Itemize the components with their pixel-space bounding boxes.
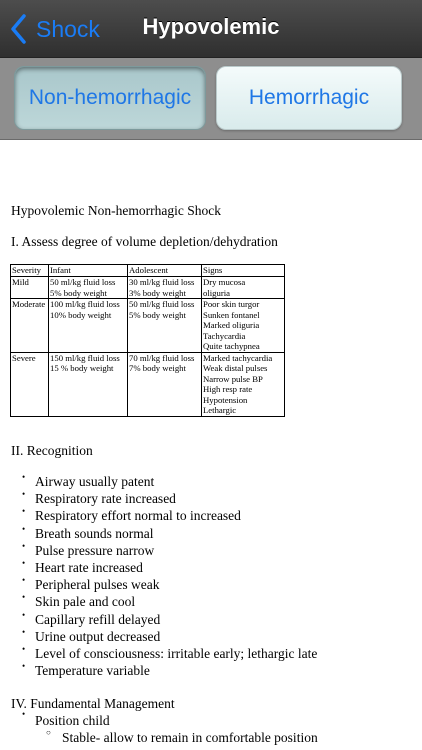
table-header-cell: Severity <box>11 265 49 277</box>
segment-non-hemorrhagic[interactable]: Non-hemorrhagic <box>14 66 206 130</box>
list-item: • Breath sounds normal <box>22 525 317 542</box>
severity-table <box>10 264 285 417</box>
back-button-label: Shock <box>36 15 100 42</box>
table-cell-signs <box>202 277 285 299</box>
cell-line: 150 ml/kg fluid loss <box>50 352 120 363</box>
segment-bar <box>0 58 422 140</box>
cell-line: 5% body weight <box>50 287 107 298</box>
list-item: • Position child <box>22 713 110 729</box>
recognition-list <box>22 473 317 679</box>
navigation-bar <box>0 0 422 58</box>
list-item: • Peripheral pulses weak <box>22 576 317 593</box>
list-item: • Pulse pressure narrow <box>22 542 317 559</box>
table-header-cell: Infant <box>49 265 128 277</box>
cell-line: 50 ml/kg fluid loss <box>129 299 195 309</box>
table-cell-infant <box>49 277 128 299</box>
table-header-cell: Adolescent <box>128 265 202 277</box>
table-header-row <box>11 265 285 277</box>
cell-line: 50 ml/kg fluid loss <box>50 277 116 287</box>
list-item: • Capillary refill delayed <box>22 611 317 628</box>
table-header-cell: Signs <box>202 265 285 277</box>
list-item: • Heart rate increased <box>22 559 317 576</box>
cell-line: 30 ml/kg fluid loss <box>129 277 195 287</box>
section-heading-assess: I. Assess degree of volume depletion/dehydration <box>11 234 278 249</box>
list-item: • Respiratory rate increased <box>22 490 317 507</box>
cell-line: Lethargic <box>203 405 237 415</box>
cell-line: 70 ml/kg fluid loss <box>129 352 195 363</box>
table-cell-severity: Mild <box>11 277 49 299</box>
cell-line: Dry mucosa <box>203 277 246 287</box>
cell-line: 7% body weight <box>129 363 186 373</box>
table-row <box>11 299 285 353</box>
segment-hemorrhagic[interactable]: Hemorrhagic <box>216 66 402 130</box>
cell-line: Tachycardia <box>203 330 246 341</box>
table-cell-severity: Moderate <box>11 299 49 353</box>
list-item: • Temperature variable <box>22 662 317 679</box>
cell-line: 15 % body weight <box>50 363 114 373</box>
cell-line: Marked tachycardia <box>203 352 273 363</box>
section-heading-management: IV. Fundamental Management <box>11 696 175 711</box>
table-cell-adolescent <box>128 299 202 353</box>
table-row <box>11 277 285 299</box>
list-item: • Respiratory effort normal to increased <box>22 507 317 524</box>
page-title: Hypovolemic <box>142 14 280 39</box>
cell-line: 3% body weight <box>129 287 186 298</box>
table-row <box>11 352 285 416</box>
cell-line: High resp rate <box>203 384 253 394</box>
cell-line: Narrow pulse BP <box>203 373 263 384</box>
list-subitem: ○ Stable- allow to remain in comfortable position <box>46 730 318 746</box>
table-cell-infant <box>49 299 128 353</box>
cell-line: 5% body weight <box>129 309 186 320</box>
cell-line: Sunken fontanel <box>203 309 260 320</box>
list-item: • Urine output decreased <box>22 628 317 645</box>
table-cell-infant <box>49 352 128 416</box>
table-cell-adolescent <box>128 277 202 299</box>
list-item: • Skin pale and cool <box>22 593 317 610</box>
list-item: • Level of consciousness: irritable early; lethargic late <box>22 645 317 662</box>
table-cell-adolescent <box>128 352 202 416</box>
cell-line: 100 ml/kg fluid loss <box>50 299 120 309</box>
cell-line: 10% body weight <box>50 309 112 320</box>
cell-line: Quite tachypnea <box>203 341 260 351</box>
cell-line: Weak distal pulses <box>203 363 268 373</box>
cell-line: Hypotension <box>203 394 248 405</box>
list-item: • Airway usually patent <box>22 473 317 490</box>
section-heading-recognition: II. Recognition <box>11 443 93 458</box>
cell-line: Marked oliguria <box>203 320 260 330</box>
document-title: Hypovolemic Non-hemorrhagic Shock <box>11 203 221 218</box>
table-cell-signs <box>202 352 285 416</box>
cell-line: Poor skin turgor <box>203 299 260 309</box>
table-cell-signs <box>202 299 285 353</box>
cell-line: oliguria <box>203 287 231 298</box>
table-cell-severity: Severe <box>11 352 49 416</box>
document-view[interactable] <box>0 141 422 750</box>
